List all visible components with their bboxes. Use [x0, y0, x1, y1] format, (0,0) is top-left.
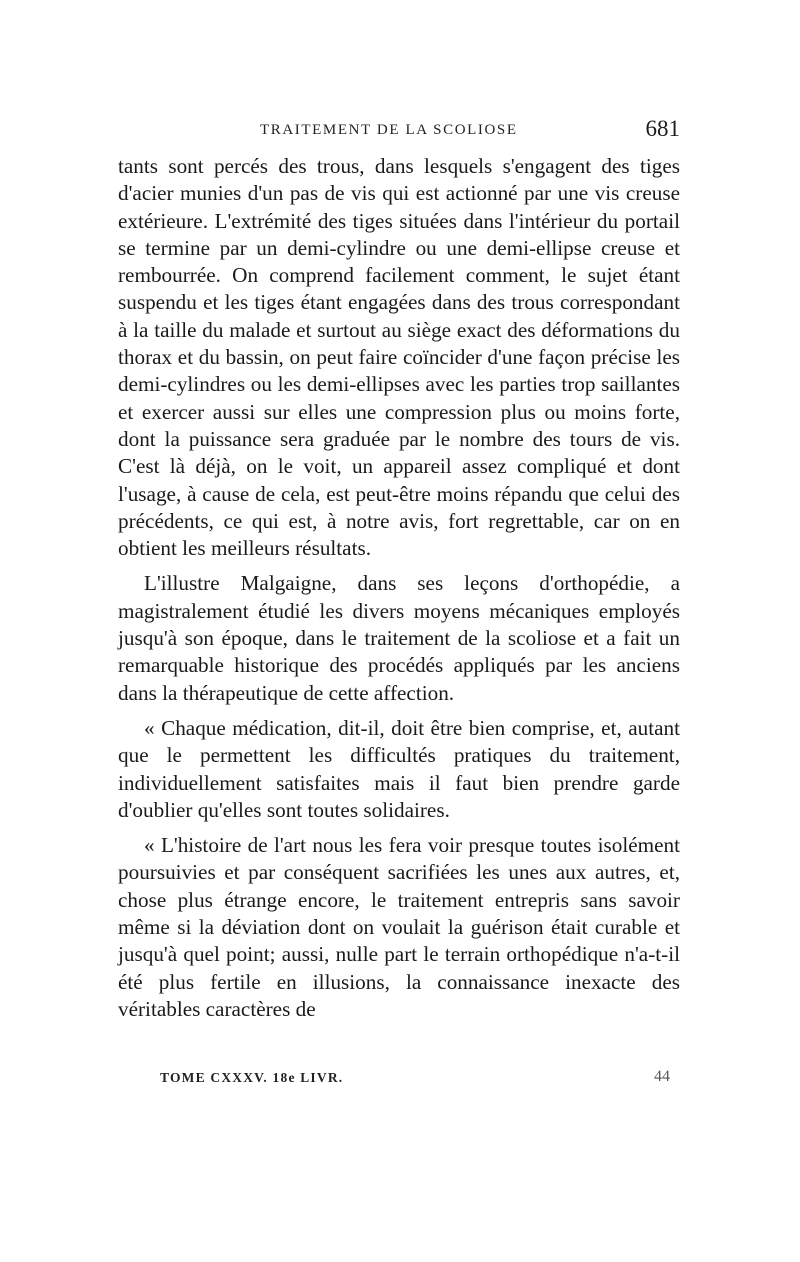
paragraph-quote-medication: « Chaque médication, dit-il, doit être bien comprise, et, autant que le permettent les difficultés pratiques du traitement, individuellement satisfaites mais il faut bien prendre garde d'oublier qu'elles sont toutes solidaires.: [118, 715, 680, 822]
signature-line: [118, 1066, 680, 1092]
body-text: [118, 153, 680, 1031]
signature-label: TOME CXXXV. 18e LIVR.: [160, 1070, 344, 1085]
page-number: 681: [645, 116, 680, 141]
running-head: [118, 118, 680, 146]
signature-number: 44: [654, 1068, 670, 1085]
paragraph-continued: tants sont percés des trous, dans lesquels s'engagent des tiges d'acier munies d'un pas de vis qui est actionné par une vis creuse extérieure. L'extrémité des tiges situées dans l'intérieur du portail se termine par un demi-cylindre ou une demi-ellipse creuse et rembourrée. On comprend facilement comment, le sujet étant suspendu et les tiges étant engagées dans des trous correspondant à la taille du malade et surtout au siège exact des déformations du thorax et du bassin, on peut faire coïncider d'une façon précise les demi-cylindres ou les demi-ellipses avec les parties trop saillantes et exercer aussi sur elles une compression plus ou moins forte, dont la puissance sera graduée par le nombre des tours de vis. C'est là déjà, on le voit, un appareil assez compliqué et dont l'usage, à cause de cela, est peut-être moins répandu que celui des précédents, ce qui est, à notre avis, fort regrettable, car on en obtient les meilleurs résultats.: [118, 154, 680, 561]
paragraph-quote-history: « L'histoire de l'art nous les fera voir presque toutes isolément poursuivies et par conséquent sacrifiées les unes aux autres, et, chose plus étrange encore, le traitement entrepris sans savoir même si la déviation dont on voulait la guérison était curable et jusqu'à quel point; aussi, nulle part le terrain orthopédique n'a-t-il été plus fertile en illusions, la connaissance inexacte des véritables caractères de: [118, 833, 680, 1021]
paragraph-malgaigne: L'illustre Malgaigne, dans ses leçons d'orthopédie, a magistralement étudié les divers moyens mécaniques employés jusqu'à son époque, dans le traitement de la scoliose et a fait un remarquable historique des procédés appliqués par les anciens dans la thérapeutique de cette affection.: [118, 571, 680, 705]
running-title: TRAITEMENT DE LA SCOLIOSE: [260, 122, 518, 138]
